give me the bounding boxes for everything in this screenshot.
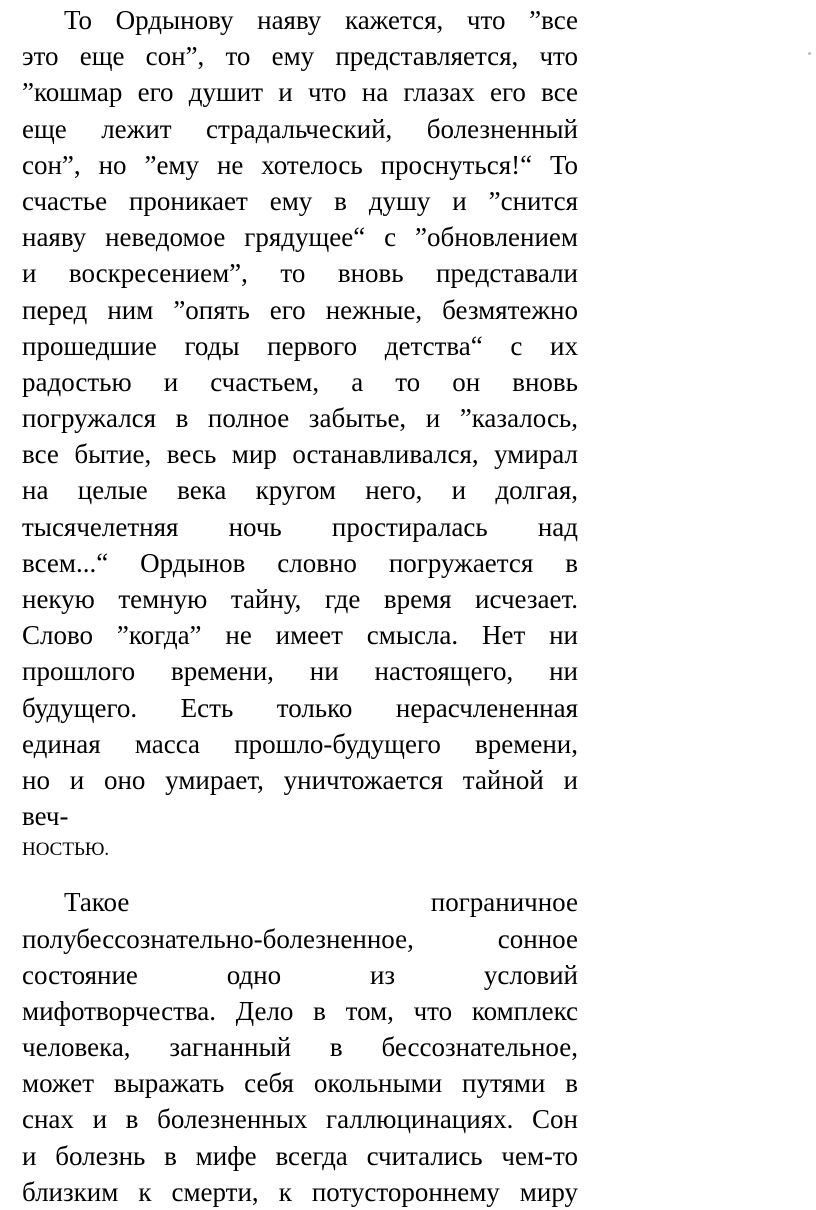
text-line: наяву неведомое грядущее“ с ”обновлением [22, 222, 578, 253]
text-line: человека, загнанный в бессознательное, [22, 1032, 578, 1063]
text-line: еще лежит страдальческий, болезненный [22, 113, 578, 144]
text-line: все бытие, весь мир останавливался, умирал [22, 439, 578, 470]
text-line: ”кошмар его душит и что на глазах его все [22, 77, 578, 108]
text-line: Такое пограничное [64, 887, 578, 918]
text-line: на целые века кругом него, и долгая, [22, 475, 578, 506]
text-line: будущего. Есть только нерасчлененная [22, 692, 578, 723]
text-line: и болезнь в мифе всегда считались чем-то [22, 1140, 578, 1171]
text-line: близким к смерти, к потустороннему миру [22, 1176, 578, 1207]
text-line: Слово ”когда” не имеет смысла. Нет ни [22, 620, 578, 651]
text-line: счастье проникает ему в душу и ”снится [22, 185, 578, 216]
text-line: снах и в болезненных галлюцинациях. Сон [22, 1104, 578, 1135]
document-page [22, 0, 578, 1210]
text-line: перед ним ”опять его нежные, безмятежно [22, 294, 578, 325]
scan-speck [808, 52, 811, 55]
text-line: мифотворчества. Дело в том, что комплекс [22, 995, 578, 1026]
text-line: прошедшие годы первого детства“ с их [22, 330, 578, 361]
text-line: То Ордынову наяву кажется, что ”все [64, 5, 578, 35]
text-line: единая масса прошло-будущего времени, [22, 728, 578, 759]
text-line-hyphenated: веч- [22, 801, 69, 832]
paragraph-1 [22, 2, 578, 866]
text-line: радостью и счастьем, а то он вновь [22, 366, 578, 397]
text-line: всем...“ Ордынов словно погружается в [22, 547, 578, 578]
text-line: сон”, но ”ему не хотелось проснуться!“ То [22, 149, 578, 180]
paragraph-gap [22, 866, 578, 884]
text-line: погружался в полное забытье, и ”казалось, [22, 403, 578, 434]
continuation-text: НОСТЬЮ. [22, 839, 110, 861]
text-line: тысячелетняя ночь простиралась над [22, 511, 578, 542]
text-line: состояние одно из условий [22, 959, 578, 990]
text-line: прошлого времени, ни настоящего, ни [22, 656, 578, 687]
text-line: может выражать себя окольными путями в [22, 1068, 578, 1099]
text-line: некую темную тайну, где время исчезает. [22, 584, 578, 614]
text-line: это еще сон”, то ему представляется, что [22, 41, 578, 72]
paragraph-2 [22, 884, 578, 1210]
text-line: но и оно умирает, уничтожается тайной и [22, 764, 578, 795]
text-line: полубессознательно-болезненное, сонное [22, 923, 578, 954]
text-line: и воскресением”, то вновь представали [22, 258, 578, 289]
